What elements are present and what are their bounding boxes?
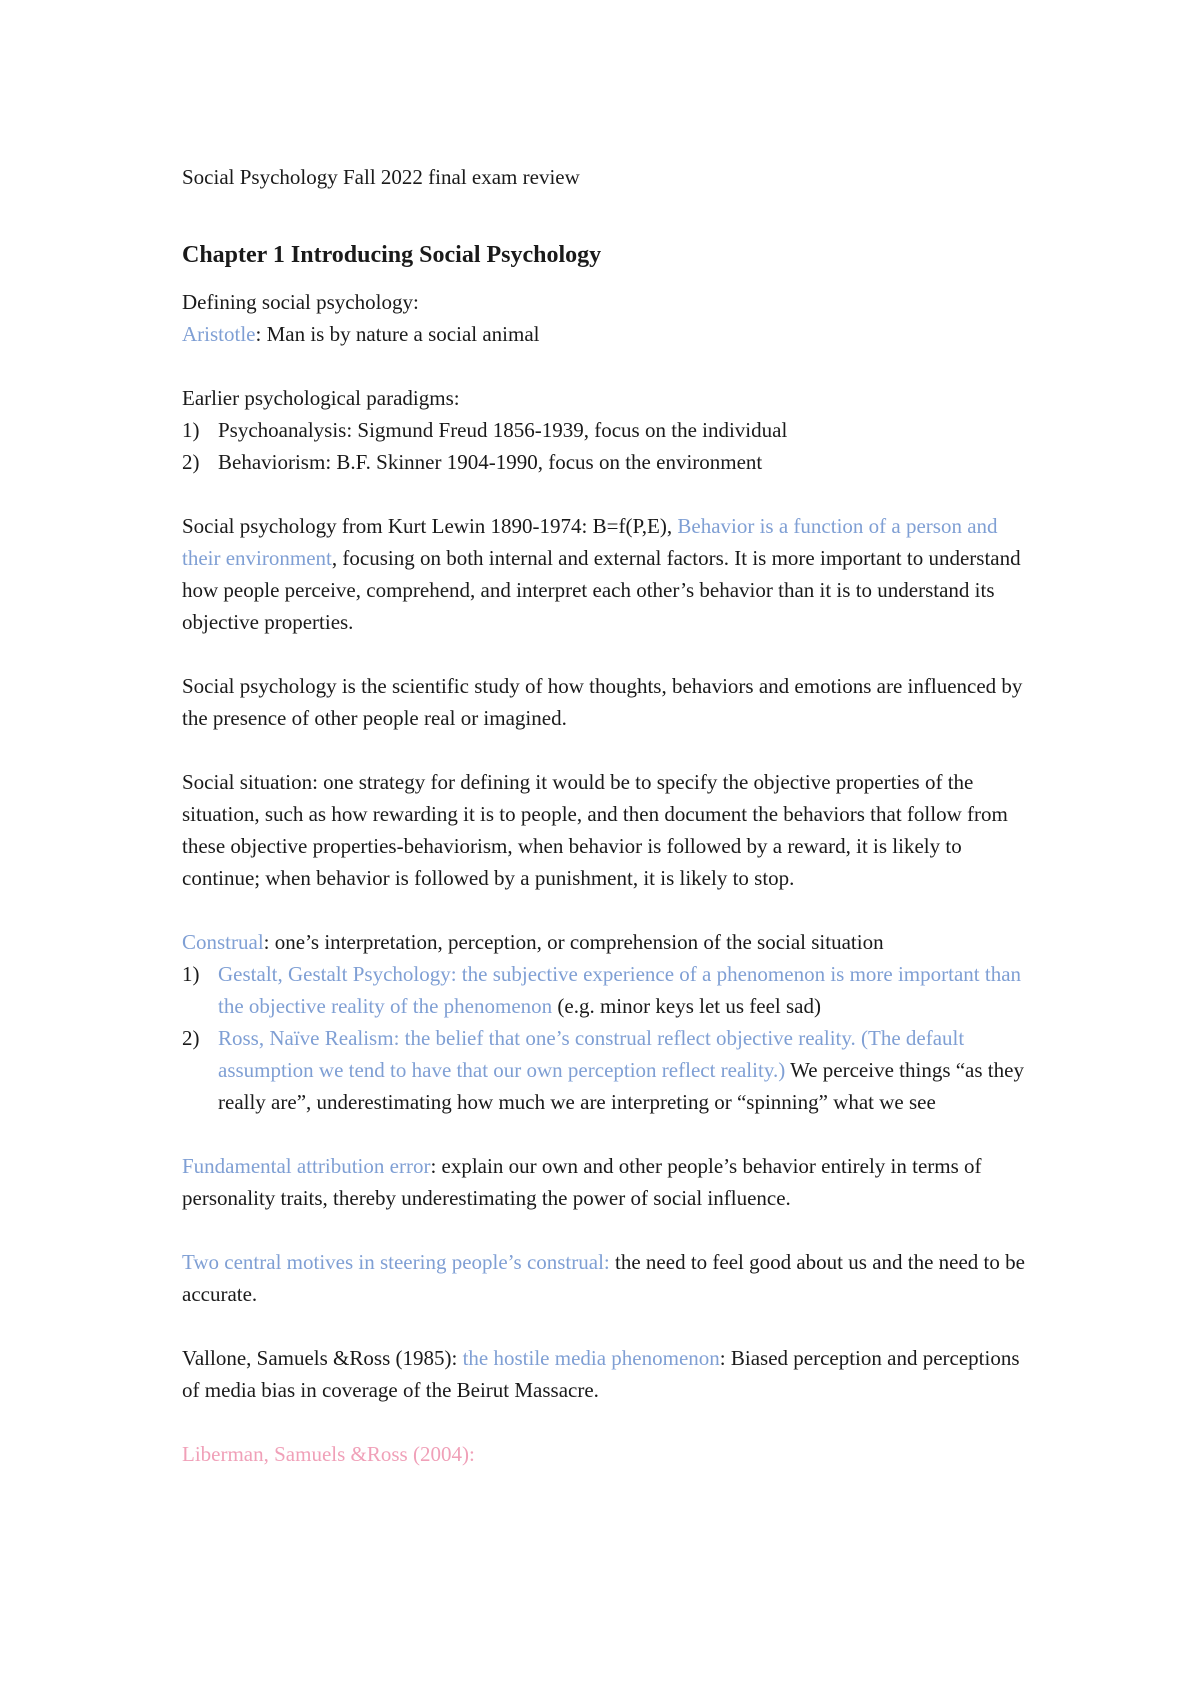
- list-number: 2): [182, 450, 200, 474]
- list-item: [182, 1022, 1040, 1118]
- aristotle-line: [182, 318, 1040, 350]
- motives-paragraph: [182, 1246, 1040, 1310]
- lewin-pre: Social psychology from Kurt Lewin 1890-1974: B=f(P,E),: [182, 514, 678, 538]
- fae-paragraph: [182, 1150, 1040, 1214]
- vallone-pre: Vallone, Samuels &Ross (1985):: [182, 1346, 463, 1370]
- liberman-heading: Liberman, Samuels &Ross (2004):: [182, 1442, 475, 1466]
- hostile-media-term: the hostile media phenomenon: [462, 1346, 720, 1370]
- aristotle-term: Aristotle: [182, 322, 256, 346]
- list-item: [182, 446, 1040, 478]
- definition-paragraph: Social psychology is the scientific study of how thoughts, behaviors and emotions are influenced by the presence of other people real or imagined.: [182, 674, 1023, 730]
- lewin-highlight: Behavior is a function of a person and their environment: [182, 514, 998, 570]
- list-text: Behaviorism: B.F. Skinner 1904-1990, focus on the environment: [218, 450, 763, 474]
- motives-def: the need to feel good about us and the need to be accurate.: [182, 1250, 1025, 1306]
- vallone-post: : Biased perception and perceptions of media bias in coverage of the Beirut Massacre.: [182, 1346, 1020, 1402]
- fae-def: : explain our own and other people’s behavior entirely in terms of personality traits, thereby underestimating the power of social influence.: [182, 1154, 982, 1210]
- defining-label: Defining social psychology:: [182, 290, 419, 314]
- social-situation-paragraph: Social situation: one strategy for defining it would be to specify the objective properties of the situation, such as how rewarding it is to people, and then document the behaviors that follow from these objective properties-behaviorism, when behavior is followed by a reward, it is likely to continue; when behavior is followed by a punishment, it is likely to stop.: [182, 770, 1008, 890]
- construal-def: : one’s interpretation, perception, or comprehension of the social situation: [263, 930, 884, 954]
- paradigms-list: [182, 414, 1040, 478]
- lewin-post: , focusing on both internal and external factors. It is more important to understand how people perceive, comprehend, and interpret each other’s behavior than it is to understand its objective properties.: [182, 546, 1021, 634]
- list-number: 1): [182, 962, 200, 986]
- list-item: [182, 414, 1040, 446]
- fae-term: Fundamental attribution error: [182, 1154, 431, 1178]
- construal-term: Construal: [182, 930, 264, 954]
- naive-realism-rest: We perceive things “as they really are”, underestimating how much we are interpreting or “spinning” what we see: [218, 1058, 1024, 1114]
- list-number: 2): [182, 1026, 200, 1050]
- document-title: Social Psychology Fall 2022 final exam review: [182, 165, 580, 189]
- gestalt-highlight: Gestalt, Gestalt Psychology: the subjective experience of a phenomenon is more important than the objective reality of the phenomenon: [218, 962, 1022, 1018]
- naive-realism-highlight: Ross, Naïve Realism: the belief that one’s construal reflect objective reality. (The default assumption we tend to have that our own perception reflect reality.): [218, 1026, 965, 1082]
- vallone-paragraph: [182, 1342, 1040, 1406]
- gestalt-rest: (e.g. minor keys let us feel sad): [552, 994, 821, 1018]
- construal-list: [182, 958, 1040, 1118]
- aristotle-quote: : Man is by nature a social animal: [255, 322, 540, 346]
- list-text: Psychoanalysis: Sigmund Freud 1856-1939, focus on the individual: [218, 418, 788, 442]
- paradigms-label: Earlier psychological paradigms:: [182, 386, 460, 410]
- construal-line: [182, 926, 1040, 958]
- chapter-heading: Chapter 1 Introducing Social Psychology: [182, 242, 602, 268]
- list-item: [182, 958, 1040, 1022]
- lewin-paragraph: [182, 510, 1040, 638]
- motives-term: Two central motives in steering people’s construal:: [182, 1250, 610, 1274]
- list-number: 1): [182, 418, 200, 442]
